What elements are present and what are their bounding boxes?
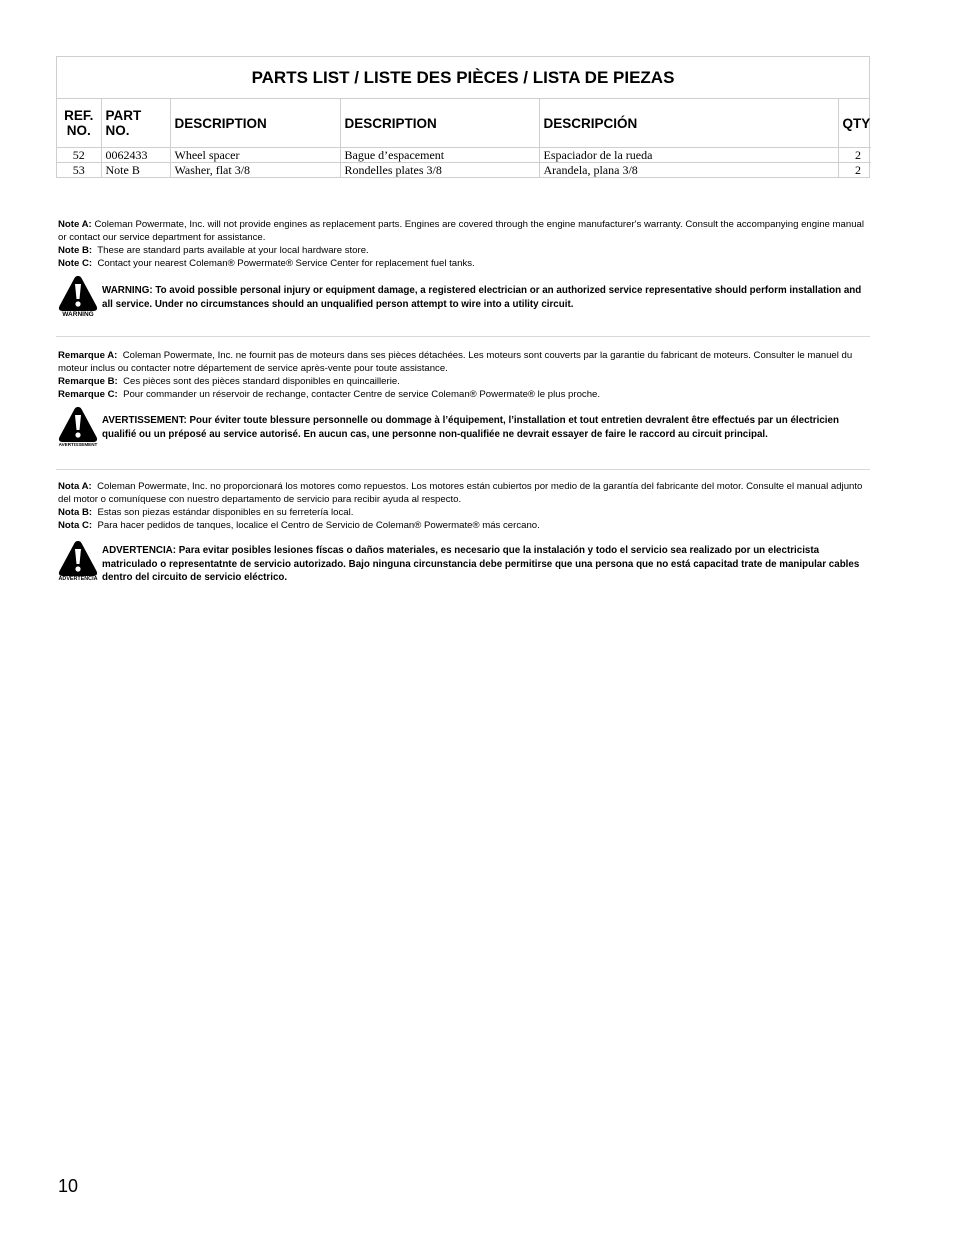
warning-icon-label: WARNING bbox=[62, 311, 94, 318]
cell-description-es: Arandela, plana 3/8 bbox=[539, 163, 838, 178]
parts-list-title: PARTS LIST / LISTE DES PIÈCES / LISTA DE PIEZAS bbox=[57, 57, 869, 99]
warning-text: ADVERTENCIA: Para evitar posibles lesiones físcas o daños materiales, es necesario que la instalación y todo el servicio sea realizado por un electricista matriculado o representatnte de servicio autorizado. Bajo ninguna circunstancia debe permitirse que una persona que no está capacitad trate de manipular cables dentro del circuito de servicio eléctrico. bbox=[102, 545, 860, 583]
note-b-text: These are standard parts available at your local hardware store. bbox=[97, 245, 369, 256]
english-notes bbox=[58, 218, 870, 270]
parts-list bbox=[56, 56, 870, 178]
nota-a-label: Nota A: bbox=[58, 481, 92, 492]
remarque-b bbox=[58, 375, 870, 388]
french-notes bbox=[58, 349, 870, 401]
note-c-text: Contact your nearest Coleman® Powermate® Service Center for replacement fuel tanks. bbox=[97, 258, 475, 269]
warning-icon bbox=[56, 406, 100, 452]
nota-a bbox=[58, 480, 870, 506]
column-header-qty: QTY bbox=[838, 99, 871, 148]
warning-icon-label: AVERTISSEMENT bbox=[58, 442, 98, 447]
remarque-c-text: Pour commander un réservoir de rechange, contacter Centre de service Coleman® Powermate® le plus proche. bbox=[123, 389, 601, 400]
remarque-a-label: Remarque A: bbox=[58, 350, 118, 361]
column-header-description-en: DESCRIPTION bbox=[170, 99, 340, 148]
section-divider bbox=[56, 469, 870, 470]
warning-icon bbox=[56, 540, 100, 586]
note-a-text: Coleman Powermate, Inc. will not provide engines as replacement parts. Engines are covered through the engine manufacturer's warranty. Consult the accompanying engine manual or contact our service department for assistance. bbox=[58, 219, 865, 243]
section-divider bbox=[56, 336, 870, 337]
cell-description-en: Washer, flat 3/8 bbox=[170, 163, 340, 178]
note-b bbox=[58, 244, 870, 257]
remarque-c-label: Remarque C: bbox=[58, 389, 118, 400]
note-c bbox=[58, 257, 870, 270]
remarque-b-text: Ces pièces sont des pièces standard disponibles en quincaillerie. bbox=[123, 376, 400, 387]
column-header-ref-no: REF. NO. bbox=[57, 99, 101, 148]
nota-b-label: Nota B: bbox=[58, 507, 93, 518]
page-number: 10 bbox=[58, 1176, 79, 1196]
cell-part-no: 0062433 bbox=[101, 148, 170, 163]
column-header-description-fr: DESCRIPTION bbox=[340, 99, 539, 148]
remarque-b-label: Remarque B: bbox=[58, 376, 118, 387]
column-header-part-no: PART NO. bbox=[101, 99, 170, 148]
table-row bbox=[57, 148, 871, 163]
remarque-a-text: Coleman Powermate, Inc. ne fournit pas de moteurs dans ses pièces détachées. Les moteurs sont couverts par la garantie du fabricant de moteurs. Consulter le manuel du moteur inclus ou contacter notre département de service après-vente pour toute assistance. bbox=[58, 350, 853, 374]
cell-ref-no: 53 bbox=[57, 163, 101, 178]
nota-a-text: Coleman Powermate, Inc. no proporcionará los motores como repuestos. Los motores están cubiertos por medio de la garantía del fabricante del motor. Consulte el manual adjunto del motor o comuníquese con nuestro departamento de servicio para recibir ayuda al respecto. bbox=[58, 481, 863, 505]
nota-b-text: Estas son piezas estándar disponibles en su ferretería local. bbox=[97, 507, 354, 518]
note-b-label: Note B: bbox=[58, 245, 93, 256]
remarque-a bbox=[58, 349, 870, 375]
parts-table bbox=[57, 99, 871, 177]
cell-part-no: Note B bbox=[101, 163, 170, 178]
table-row bbox=[57, 163, 871, 178]
cell-description-es: Espaciador de la rueda bbox=[539, 148, 838, 163]
cell-ref-no: 52 bbox=[57, 148, 101, 163]
cell-description-fr: Rondelles plates 3/8 bbox=[340, 163, 539, 178]
spanish-notes bbox=[58, 480, 870, 532]
cell-description-fr: Bague d’espacement bbox=[340, 148, 539, 163]
table-header-row bbox=[57, 99, 871, 148]
note-c-label: Note C: bbox=[58, 258, 93, 269]
warning-text: AVERTISSEMENT: Pour éviter toute blessure personnelle ou dommage à l’équipement, l’installation et tout entretien devralent être effectués par un électricien qualifié ou un préposé au service autorisé. En aucun cas, une personne non-qualifiée ne devrait essayer de faire le raccord au circuit principal. bbox=[102, 415, 839, 440]
warning-text: WARNING: To avoid possible personal injury or equipment damage, a registered electrician or an authorized service representative should perform installation and all service. Under no circumstances should an unqualified person attempt to wire into a utility circuit. bbox=[102, 285, 862, 310]
nota-c-text: Para hacer pedidos de tanques, localice el Centro de Servicio de Coleman® Powermate® más cercano. bbox=[97, 520, 540, 531]
cell-qty: 2 bbox=[855, 163, 861, 177]
nota-c bbox=[58, 519, 870, 532]
warning-icon bbox=[56, 275, 100, 321]
note-a bbox=[58, 218, 870, 244]
remarque-c bbox=[58, 388, 870, 401]
column-header-description-es: DESCRIPCIÓN bbox=[539, 99, 838, 148]
nota-c-label: Nota C: bbox=[58, 520, 93, 531]
cell-description-en: Wheel spacer bbox=[170, 148, 340, 163]
cell-qty: 2 bbox=[838, 148, 871, 163]
nota-b bbox=[58, 506, 870, 519]
warning-icon-label: ADVERTENCIA bbox=[58, 576, 98, 582]
note-a-label: Note A: bbox=[58, 219, 92, 230]
